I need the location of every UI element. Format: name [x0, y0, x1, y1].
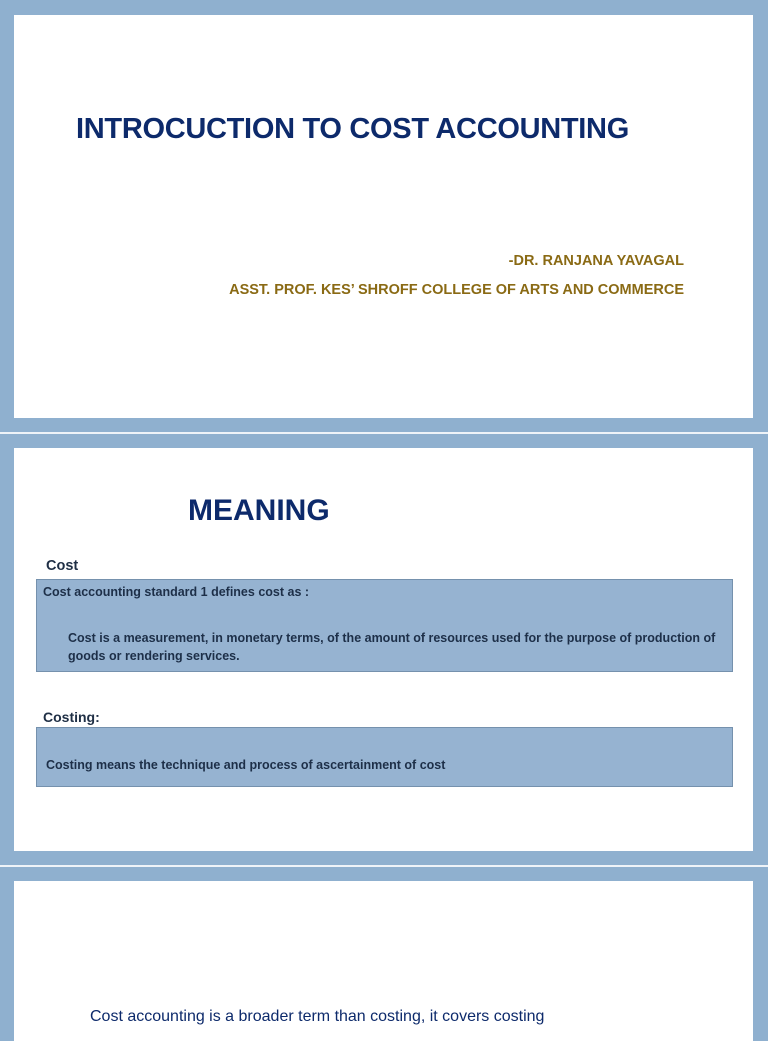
slide-title	[14, 15, 753, 418]
author-name: -DR. RANJANA YAVAGAL	[508, 253, 684, 269]
cost-standard-intro: Cost accounting standard 1 defines cost as :	[43, 585, 310, 599]
slide-divider	[0, 432, 768, 434]
cost-label: Cost	[46, 558, 79, 574]
slide-cost-accounting	[14, 881, 753, 1041]
slide-meaning	[14, 448, 753, 851]
body-paragraph: Cost accounting is a broader term than costing, it covers costing	[90, 1008, 545, 1025]
cost-definition-box	[36, 579, 733, 672]
costing-label: Costing:	[43, 709, 100, 725]
author-affiliation: ASST. PROF. KES’ SHROFF COLLEGE OF ARTS AND COMMERCE	[229, 282, 684, 298]
costing-definition-box	[36, 727, 733, 787]
cost-definition-text: Cost is a measurement, in monetary terms, of the amount of resources used for the purpose of production of goods or rendering services.	[68, 631, 716, 663]
costing-definition-text: Costing means the technique and process of ascertainment of cost	[46, 758, 446, 772]
presentation-title: INTROCUCTION TO COST ACCOUNTING	[76, 113, 629, 145]
slide-divider	[0, 865, 768, 867]
slide-heading: MEANING	[188, 494, 330, 527]
